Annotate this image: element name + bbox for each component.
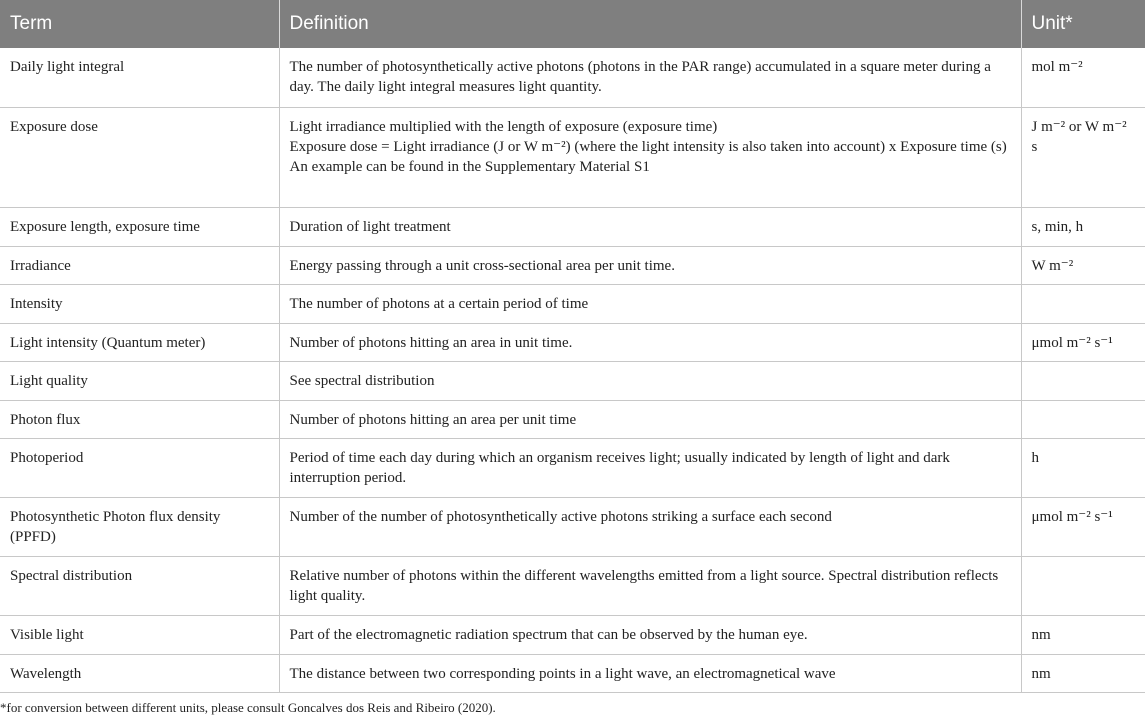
column-header-definition: Definition	[279, 0, 1021, 48]
definition-line: The distance between two corresponding points in a light wave, an electromagnetical wave	[289, 665, 836, 682]
table-row	[0, 654, 1145, 692]
table-row	[0, 246, 1145, 284]
cell-definition	[279, 284, 1021, 323]
cell-term: Photosynthetic Photon flux density (PPFD)	[0, 497, 279, 556]
cell-unit	[1021, 400, 1145, 438]
cell-unit: μmol m⁻² s⁻¹	[1021, 497, 1145, 556]
definition-line: Exposure dose = Light irradiance (J or W m⁻²) (where the light intensity is also taken into account) x Exposure time (s)	[289, 138, 1007, 155]
cell-term: Exposure dose	[0, 107, 279, 207]
cell-unit: nm	[1021, 654, 1145, 692]
definition-line: Number of the number of photosynthetically active photons striking a surface each second	[289, 508, 832, 525]
cell-term: Exposure length, exposure time	[0, 207, 279, 246]
table-row	[0, 323, 1145, 361]
cell-definition	[279, 615, 1021, 654]
table-header-row	[0, 0, 1145, 48]
table-row	[0, 438, 1145, 497]
definition-line: Relative number of photons within the different wavelengths emitted from a light source. Spectral distribution reflects light quality.	[289, 567, 999, 604]
cell-term: Photon flux	[0, 400, 279, 438]
cell-unit	[1021, 284, 1145, 323]
cell-definition	[279, 246, 1021, 284]
definition-line: Duration of light treatment	[289, 218, 451, 235]
table-row	[0, 556, 1145, 615]
definition-line: Light irradiance multiplied with the length of exposure (exposure time)	[289, 118, 718, 135]
cell-definition	[279, 438, 1021, 497]
definition-line: See spectral distribution	[289, 372, 435, 389]
table-row	[0, 284, 1145, 323]
cell-definition	[279, 497, 1021, 556]
definition-line: Energy passing through a unit cross-sectional area per unit time.	[289, 257, 675, 274]
table-row	[0, 615, 1145, 654]
cell-term: Daily light integral	[0, 48, 279, 107]
table-row	[0, 361, 1145, 400]
table-row	[0, 207, 1145, 246]
table-body	[0, 48, 1145, 692]
table-row	[0, 497, 1145, 556]
definition-line: An example can be found in the Supplementary Material S1	[289, 158, 650, 175]
definition-line: Number of photons hitting an area per unit time	[289, 411, 577, 428]
cell-term: Visible light	[0, 615, 279, 654]
definition-line: The number of photons at a certain period of time	[289, 295, 589, 312]
definition-line: Number of photons hitting an area in unit time.	[289, 334, 573, 351]
cell-unit: s, min, h	[1021, 207, 1145, 246]
cell-term: Intensity	[0, 284, 279, 323]
cell-term: Spectral distribution	[0, 556, 279, 615]
cell-definition	[279, 556, 1021, 615]
table-footnote: *for conversion between different units, please consult Goncalves dos Reis and Ribeiro (2020).	[0, 700, 496, 715]
column-header-unit: Unit*	[1021, 0, 1145, 48]
cell-unit: nm	[1021, 615, 1145, 654]
cell-definition	[279, 107, 1021, 207]
cell-term: Wavelength	[0, 654, 279, 692]
definition-line: Period of time each day during which an organism receives light; usually indicated by length of light and dark interruption period.	[289, 449, 950, 486]
table-header	[0, 0, 1145, 48]
cell-unit: μmol m⁻² s⁻¹	[1021, 323, 1145, 361]
column-header-term: Term	[0, 0, 279, 48]
cell-unit: mol m⁻²	[1021, 48, 1145, 107]
table-row	[0, 400, 1145, 438]
cell-definition	[279, 400, 1021, 438]
cell-term: Light intensity (Quantum meter)	[0, 323, 279, 361]
definition-line: Part of the electromagnetic radiation spectrum that can be observed by the human eye.	[289, 626, 808, 643]
cell-definition	[279, 361, 1021, 400]
cell-unit	[1021, 556, 1145, 615]
cell-definition	[279, 323, 1021, 361]
table-row	[0, 107, 1145, 207]
cell-definition	[279, 654, 1021, 692]
cell-term: Irradiance	[0, 246, 279, 284]
cell-unit	[1021, 361, 1145, 400]
cell-definition	[279, 207, 1021, 246]
cell-unit: J m⁻² or W m⁻² s	[1021, 107, 1145, 207]
definition-line: The number of photosynthetically active photons (photons in the PAR range) accumulated in a square meter during a day. The daily light integral measures light quantity.	[289, 59, 991, 95]
cell-definition	[279, 48, 1021, 107]
cell-term: Light quality	[0, 361, 279, 400]
cell-term: Photoperiod	[0, 438, 279, 497]
cell-unit: h	[1021, 438, 1145, 497]
table-row	[0, 48, 1145, 107]
cell-unit: W m⁻²	[1021, 246, 1145, 284]
